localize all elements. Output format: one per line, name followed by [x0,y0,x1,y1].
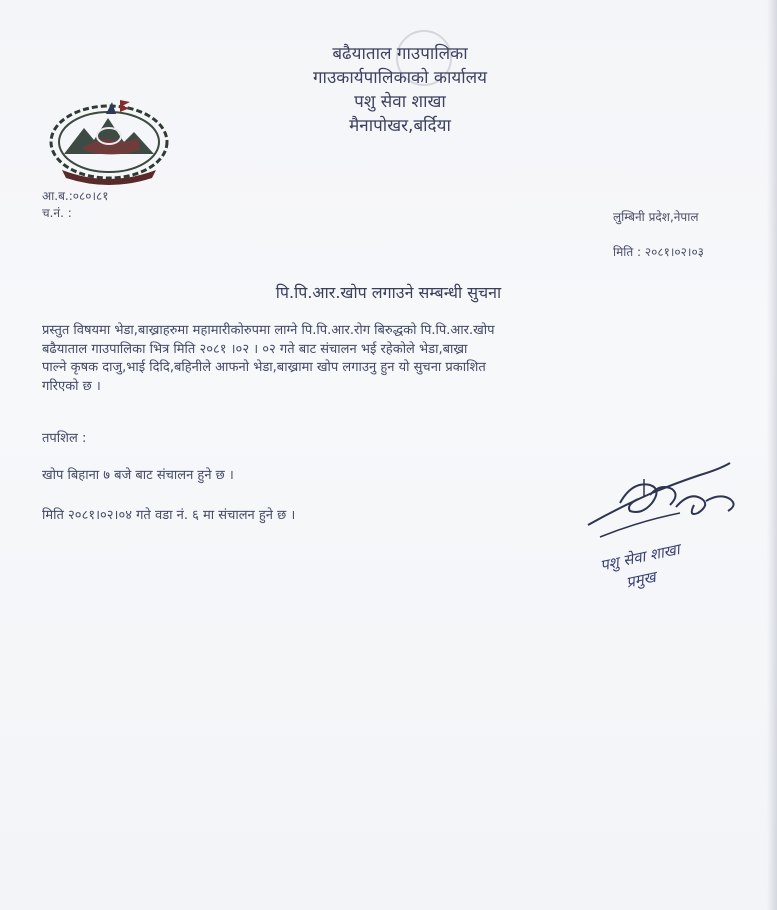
body-line: प्रस्तुत विषयमा भेडा,बाख्राहरुमा महामारीकोरुपमा लाग्ने पि.पि.आर.रोग बिरुद्धको पि.पि.आर.खोप [42,323,495,338]
office-name: गाउकार्यपालिकाको कार्यालय [312,68,488,88]
letter-date: मिति : २०८१।०२।०३ [613,245,704,259]
signatory-role: प्रमुख [624,567,658,592]
body-line: गरिएको छ । [42,378,101,394]
body-line: बढैयाताल गाउपालिका भित्र मिति २०८१ ।०२ । ०२ गते बाट संचालन भई रहेकोले भेडा,बाख्रा [42,341,468,357]
signatory-section: पशु सेवा शाखा [598,540,682,575]
details-label: तपशिल : [42,431,87,446]
notice-subject: पि.पि.आर.खोप लगाउने सम्बन्धी सुचना [275,283,502,302]
dispatch-number: च.नं. : [42,206,72,220]
body-line: पाल्ने कृषक दाजु,भाई दिदि,बहिनीले आफनो भेडा,बाख्रामा खोप लगाउनु हुन यो सुचना प्रकाशित [42,360,486,375]
nepal-government-emblem-icon [42,92,177,187]
detail-item: खोप बिहाना ७ बजे बाट संचालन हुने छ । [42,468,234,483]
letterhead [250,42,550,138]
municipality-name: बढैयाताल गाउपालिका [332,44,468,64]
page-edge-shadow [767,0,777,910]
handwritten-signature-icon [580,455,750,545]
left-meta-block [42,188,109,222]
section-name: पशु सेवा शाखा [354,92,446,112]
signatory-title [598,538,686,598]
detail-item: मिति २०८१।०२।०४ गते वडा नं. ६ मा संचालन हुने छ । [42,508,296,523]
notice-body [42,322,772,396]
office-address: मैनापोखर,बर्दिया [349,116,451,136]
fiscal-year: आ.ब.:०८०।८१ [42,189,109,203]
province-label: लुम्बिनी प्रदेश,नेपाल [613,210,699,224]
